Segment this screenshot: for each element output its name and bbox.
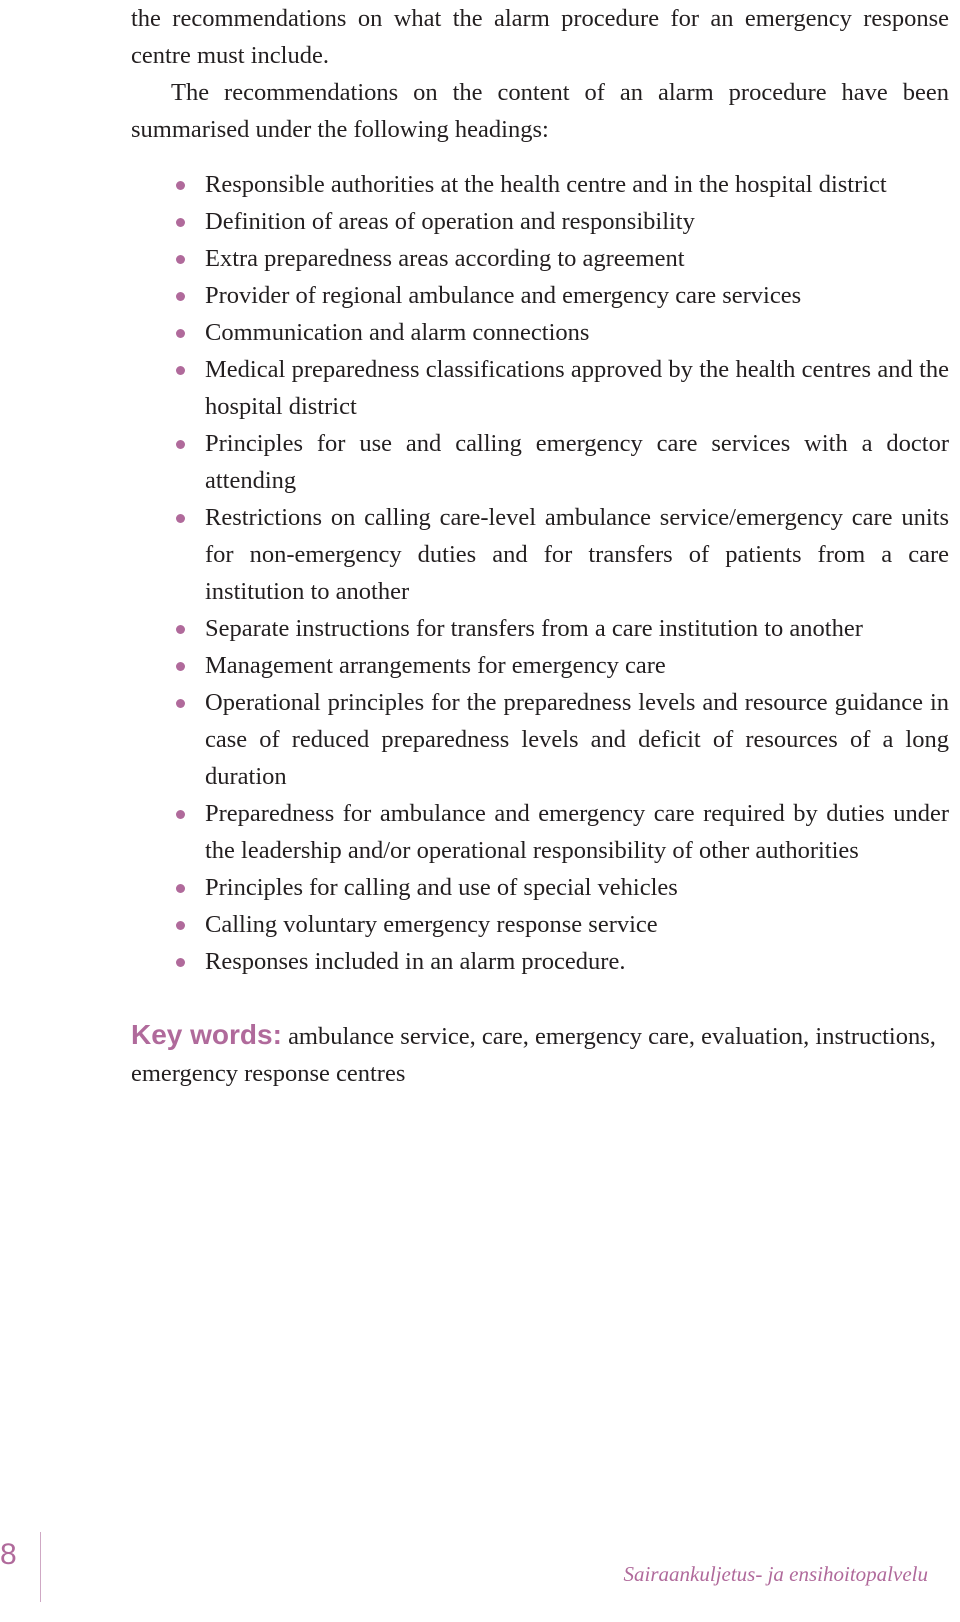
bullet-icon bbox=[176, 440, 185, 449]
list-item bbox=[131, 314, 949, 351]
page-number: 8 bbox=[0, 1538, 17, 1571]
bullet-icon bbox=[176, 699, 185, 708]
list-item-text: Responses included in an alarm procedure. bbox=[205, 948, 626, 975]
keywords-text: ambulance service, care, emergency care, evaluation, instructions, emergency response centres bbox=[131, 1023, 936, 1087]
list-item bbox=[131, 684, 949, 795]
footer-divider bbox=[40, 1532, 41, 1602]
list-item bbox=[131, 869, 949, 906]
bullet-icon bbox=[176, 181, 185, 190]
keywords-paragraph bbox=[131, 1016, 949, 1092]
bullet-icon bbox=[176, 514, 185, 523]
list-item-text: Definition of areas of operation and responsibility bbox=[205, 208, 695, 235]
bullet-icon bbox=[176, 366, 185, 375]
bullet-icon bbox=[176, 218, 185, 227]
list-item-text: Responsible authorities at the health centre and in the hospital district bbox=[205, 171, 887, 198]
list-item bbox=[131, 240, 949, 277]
list-item bbox=[131, 351, 949, 425]
list-item-text: Preparedness for ambulance and emergency care required by duties under the leadership and/or operational responsibility of other authorities bbox=[205, 800, 949, 864]
list-item bbox=[131, 906, 949, 943]
bullet-icon bbox=[176, 625, 185, 634]
page-content bbox=[131, 0, 949, 1117]
intro-continuation: the recommendations on what the alarm procedure for an emergency response centre must include. bbox=[131, 5, 949, 69]
list-item bbox=[131, 277, 949, 314]
bullet-icon bbox=[176, 255, 185, 264]
list-item bbox=[131, 943, 949, 980]
list-item-text: Calling voluntary emergency response service bbox=[205, 911, 658, 938]
list-item bbox=[131, 647, 949, 684]
list-item bbox=[131, 203, 949, 240]
list-item-text: Communication and alarm connections bbox=[205, 319, 590, 346]
list-item-text: Restrictions on calling care-level ambulance service/emergency care units for non-emergency duties and for transfers of patients from a care institution to another bbox=[205, 504, 949, 605]
list-item-text: Extra preparedness areas according to agreement bbox=[205, 245, 685, 272]
list-item-text: Separate instructions for transfers from a care institution to another bbox=[205, 615, 863, 642]
list-item-text: Principles for use and calling emergency care services with a doctor attending bbox=[205, 430, 949, 494]
headings-list bbox=[131, 166, 949, 980]
bullet-icon bbox=[176, 884, 185, 893]
list-item-text: Medical preparedness classifications approved by the health centres and the hospital district bbox=[205, 356, 949, 420]
list-item bbox=[131, 610, 949, 647]
bullet-icon bbox=[176, 921, 185, 930]
bullet-icon bbox=[176, 810, 185, 819]
list-item bbox=[131, 166, 949, 203]
list-item-text: Management arrangements for emergency care bbox=[205, 652, 666, 679]
running-footer-title: Sairaankuljetus- ja ensihoitopalvelu bbox=[623, 1562, 928, 1586]
bullet-icon bbox=[176, 329, 185, 338]
keywords-label: Key words: bbox=[131, 1019, 282, 1050]
intro-paragraph: The recommendations on the content of an alarm procedure have been summarised under the following headings: bbox=[131, 79, 949, 143]
bullet-icon bbox=[176, 958, 185, 967]
list-item bbox=[131, 795, 949, 869]
list-item-text: Operational principles for the preparedness levels and resource guidance in case of reduced preparedness levels and deficit of resources of a long duration bbox=[205, 689, 949, 790]
list-item-text: Principles for calling and use of special vehicles bbox=[205, 874, 678, 901]
list-item bbox=[131, 425, 949, 499]
bullet-icon bbox=[176, 292, 185, 301]
list-item bbox=[131, 499, 949, 610]
bullet-icon bbox=[176, 662, 185, 671]
list-item-text: Provider of regional ambulance and emergency care services bbox=[205, 282, 802, 309]
